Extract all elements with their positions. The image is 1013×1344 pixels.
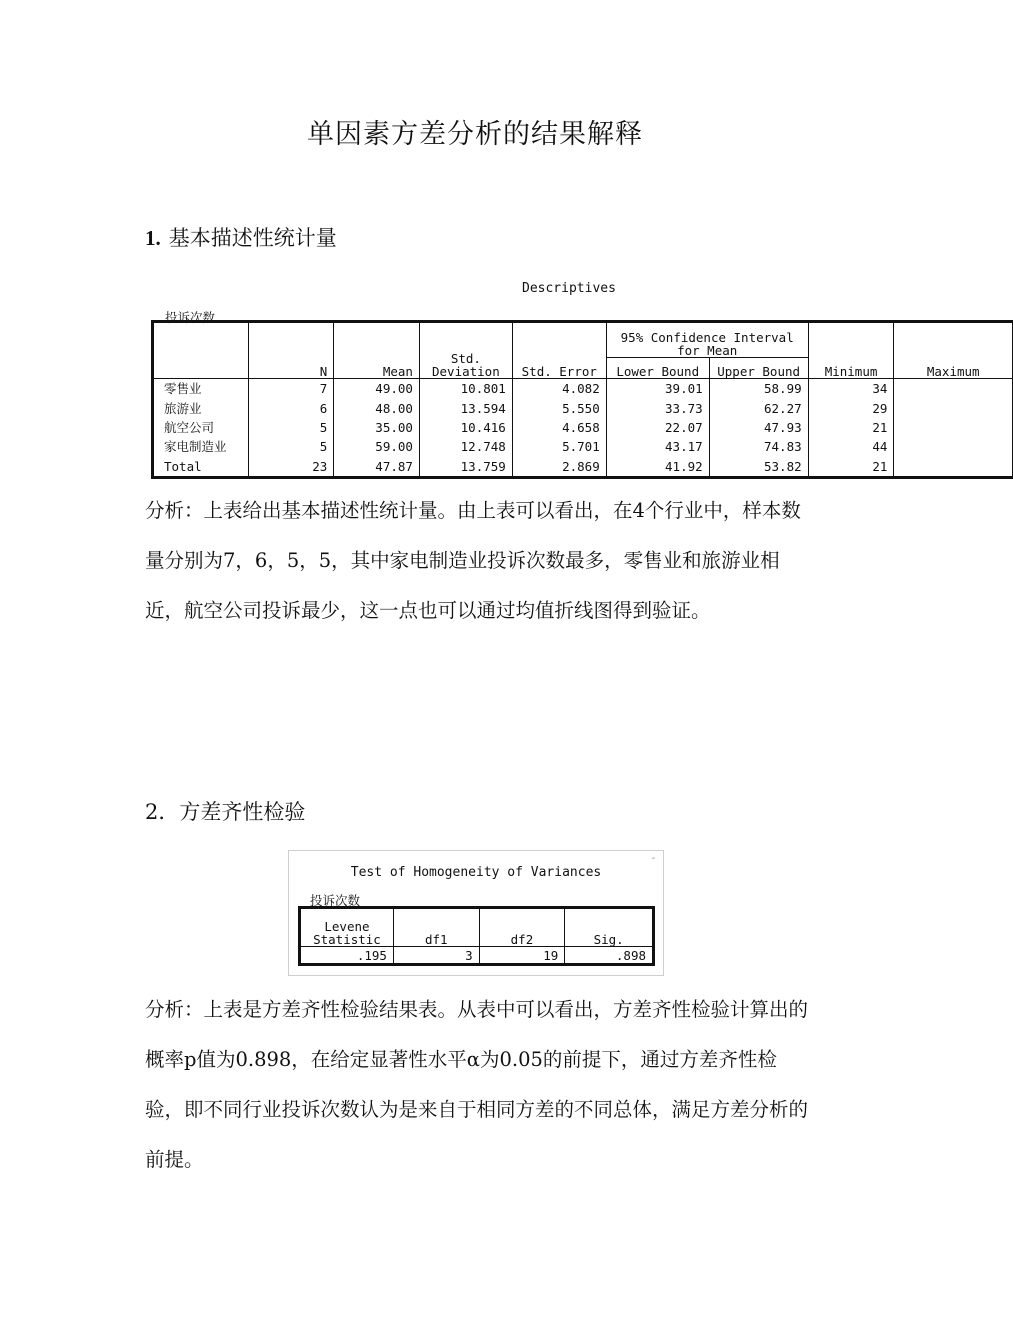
cell-se: 4.082 bbox=[512, 379, 606, 399]
cell-mean: 47.87 bbox=[334, 457, 420, 477]
section-2-heading: 2．方差齐性检验 bbox=[145, 800, 306, 824]
cell-n: 7 bbox=[248, 379, 333, 399]
header-levene-statistic: Levene Statistic bbox=[301, 909, 394, 947]
analysis-paragraph-2: 分析：上表是方差齐性检验结果表。从表中可以看出，方差齐性检验计算出的概率p值为0.898，在给定显著性水平α为0.05的前提下，通过方差齐性检验，即不同行业投诉次数认为是来自于相同方差的不同总体，满足方差分析的前提。 bbox=[145, 998, 809, 1171]
cell-sd: 13.759 bbox=[419, 457, 512, 477]
cell-lower: 43.17 bbox=[606, 437, 709, 456]
header-upper-bound: Upper Bound bbox=[709, 358, 808, 379]
header-n: N bbox=[248, 323, 333, 379]
cell-upper: 62.27 bbox=[709, 398, 808, 417]
cell-min: 44 bbox=[808, 437, 894, 456]
cell-lower: 41.92 bbox=[606, 457, 709, 477]
cell-min: 21 bbox=[808, 418, 894, 437]
cell-sd: 10.801 bbox=[419, 379, 512, 399]
cell-se: 2.869 bbox=[512, 457, 606, 477]
header-confidence-interval: 95% Confidence Interval for Mean bbox=[606, 323, 808, 358]
table-row bbox=[154, 437, 1013, 456]
row-label: 零售业 bbox=[154, 379, 249, 399]
section-1-number: 1. bbox=[145, 226, 161, 250]
row-label: 家电制造业 bbox=[154, 437, 249, 456]
cell-upper: 74.83 bbox=[709, 437, 808, 456]
cell-mean: 48.00 bbox=[334, 398, 420, 417]
row-label: 旅游业 bbox=[154, 398, 249, 417]
header-sig: Sig. bbox=[565, 909, 653, 947]
descriptives-table-viewport bbox=[153, 322, 980, 477]
cell-upper: 58.99 bbox=[709, 379, 808, 399]
header-std-deviation: Std. Deviation bbox=[419, 323, 512, 379]
header-std-error: Std. Error bbox=[512, 323, 606, 379]
cell-min: 34 bbox=[808, 379, 894, 399]
cell-se: 4.658 bbox=[512, 418, 606, 437]
page-title: 单因素方差分析的结果解释 bbox=[307, 119, 643, 150]
levene-frame bbox=[288, 850, 664, 976]
cell-mean: 35.00 bbox=[334, 418, 420, 437]
cell-lower: 22.07 bbox=[606, 418, 709, 437]
frame-dash-mark: - bbox=[651, 853, 655, 864]
levene-table bbox=[300, 908, 653, 964]
table-row bbox=[154, 398, 1013, 417]
cell-sd: 10.416 bbox=[419, 418, 512, 437]
levene-caption: Test of Homogeneity of Variances bbox=[350, 865, 602, 880]
header-minimum: Minimum bbox=[808, 323, 894, 379]
table-row bbox=[154, 418, 1013, 437]
cell-mean: 49.00 bbox=[334, 379, 420, 399]
cell-levene-statistic: .195 bbox=[301, 947, 394, 964]
cell-sig: .898 bbox=[565, 947, 653, 964]
cell-se: 5.701 bbox=[512, 437, 606, 456]
header-lower-bound: Lower Bound bbox=[606, 358, 709, 379]
cell-df2: 19 bbox=[479, 947, 565, 964]
descriptives-table bbox=[153, 322, 1013, 477]
cell-n: 5 bbox=[248, 418, 333, 437]
header-mean: Mean bbox=[334, 323, 420, 379]
cell-n: 6 bbox=[248, 398, 333, 417]
descriptives-variable-label: 投诉次数 bbox=[165, 310, 216, 325]
levene-variable-label: 投诉次数 bbox=[310, 893, 361, 908]
cell-max bbox=[894, 457, 1013, 477]
header-empty bbox=[154, 323, 249, 379]
cell-df1: 3 bbox=[393, 947, 479, 964]
cell-upper: 47.93 bbox=[709, 418, 808, 437]
cell-min: 29 bbox=[808, 398, 894, 417]
cell-max bbox=[894, 379, 1013, 399]
row-label: 航空公司 bbox=[154, 418, 249, 437]
table-row bbox=[301, 947, 653, 964]
cell-se: 5.550 bbox=[512, 398, 606, 417]
section-1-title: 基本描述性统计量 bbox=[168, 226, 337, 250]
header-maximum: Maximum bbox=[894, 323, 1013, 379]
cell-upper: 53.82 bbox=[709, 457, 808, 477]
cell-lower: 33.73 bbox=[606, 398, 709, 417]
cell-sd: 12.748 bbox=[419, 437, 512, 456]
header-df2: df2 bbox=[479, 909, 565, 947]
cell-max bbox=[894, 398, 1013, 417]
cell-lower: 39.01 bbox=[606, 379, 709, 399]
cell-sd: 13.594 bbox=[419, 398, 512, 417]
header-df1: df1 bbox=[393, 909, 479, 947]
table-row-total bbox=[154, 457, 1013, 477]
cell-max bbox=[894, 437, 1013, 456]
cell-mean: 59.00 bbox=[334, 437, 420, 456]
table-row bbox=[154, 379, 1013, 399]
section-1-heading bbox=[145, 222, 337, 252]
analysis-paragraph-1: 分析：上表给出基本描述性统计量。由上表可以看出，在4个行业中，样本数量分别为7，6，5，5，其中家电制造业投诉次数最多，零售业和旅游业相近，航空公司投诉最少，这一点也可以通过均值折线图得到验证。 bbox=[145, 499, 801, 622]
cell-min: 21 bbox=[808, 457, 894, 477]
descriptives-caption: Descriptives bbox=[522, 281, 616, 296]
row-label: Total bbox=[154, 457, 249, 477]
cell-max bbox=[894, 418, 1013, 437]
cell-n: 5 bbox=[248, 437, 333, 456]
cell-n: 23 bbox=[248, 457, 333, 477]
